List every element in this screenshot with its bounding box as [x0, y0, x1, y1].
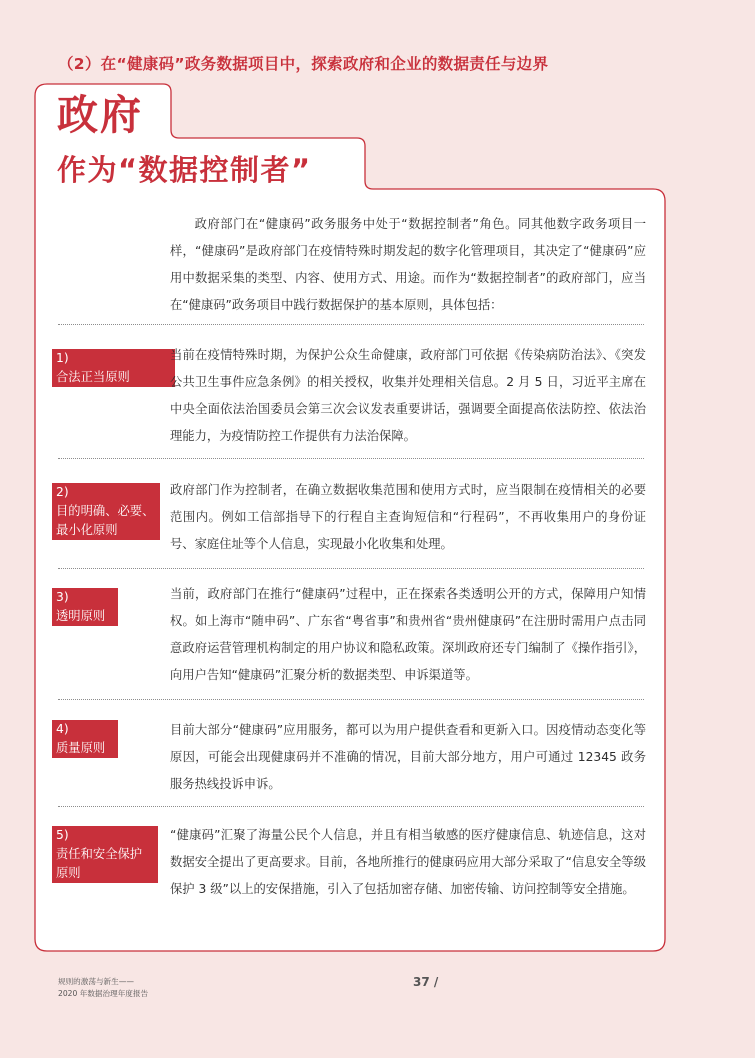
principle-number: 4)	[56, 722, 69, 736]
page-subtitle: 作为“数据控制者”	[57, 153, 312, 187]
page-title: 政府	[57, 91, 143, 139]
principle-number: 5)	[56, 828, 69, 842]
principle-text: 当前，政府部门在推行“健康码”过程中，正在探索各类透明公开的方式，保障用户知情权。如上海市“随申码”、广东省“粤省事”和贵州省“贵州健康码”在注册时需用户点击同意政府运营管理机构制定的用户协议和隐私政策。深圳政府还专门编制了《操作指引》，向用户告知“健康码”汇聚分析的数据类型、申诉渠道等。	[170, 587, 646, 682]
principle-text: “健康码”汇聚了海量公民个人信息，并且有相当敏感的医疗健康信息、轨迹信息，这对数据安全提出了更高要求。目前，各地所推行的健康码应用大部分采取了“信息安全等级保护 3 级”以上的安保措施，引入了包括加密存储、加密传输、访问控制等安全措施。	[170, 828, 646, 896]
divider	[58, 324, 644, 325]
divider	[58, 568, 644, 569]
page-number: 37 /	[413, 975, 439, 989]
principle-text: 政府部门作为控制者，在确立数据收集范围和使用方式时，应当限制在疫情相关的必要范围内。例如工信部指导下的行程自主查询短信和“行程码”，不再收集用户的身份证号、家庭住址等个人信息，实现最小化收集和处理。	[170, 483, 646, 551]
principle-number: 1)	[56, 351, 69, 365]
principle-title: 透明原则	[56, 609, 106, 623]
principle-label	[52, 720, 118, 758]
principle-title: 合法正当原则	[56, 370, 130, 384]
principle-title: 目的明确、必要、最小化原则	[56, 504, 155, 537]
principle-label	[52, 349, 175, 387]
principle-label	[52, 588, 118, 626]
divider	[58, 458, 644, 459]
footer-line: 2020 年数据治理年度报告	[58, 989, 149, 998]
principle-label	[52, 483, 160, 540]
principle-number: 3)	[56, 590, 69, 604]
divider	[58, 699, 644, 700]
principle-text: 当前在疫情特殊时期，为保护公众生命健康，政府部门可依据《传染病防治法》、《突发公共卫生事件应急条例》的相关授权，收集并处理相关信息。2 月 5 日，习近平主席在中央全面依法治国委员会第三次会议发表重要讲话，强调要全面提高依法防控、依法治理能力，为疫情防控工作提供有力法治保障。	[170, 348, 646, 443]
principle-title: 责任和安全保护原则	[56, 847, 143, 880]
section-heading: （2）在“健康码”政务数据项目中，探索政府和企业的数据责任与边界	[58, 55, 549, 73]
divider	[58, 806, 644, 807]
principle-text: 目前大部分“健康码”应用服务，都可以为用户提供查看和更新入口。因疫情动态变化等原因，可能会出现健康码并不准确的情况，目前大部分地方，用户可通过 12345 政务服务热线投诉申诉。	[170, 723, 646, 791]
principle-number: 2)	[56, 485, 69, 499]
footer-line: 规则的激荡与新生——	[58, 977, 134, 986]
footer-report-title	[58, 976, 148, 1000]
principle-label	[52, 826, 158, 883]
intro-paragraph: 政府部门在“健康码”政务服务中处于“数据控制者”角色。同其他数字政务项目一样，“健康码”是政府部门在疫情特殊时期发起的数字化管理项目，其决定了“健康码”应用中数据采集的类型、内容、使用方式、用途。而作为“数据控制者”的政府部门，应当在“健康码”政务项目中践行数据保护的基本原则，具体包括：	[170, 217, 646, 312]
principle-title: 质量原则	[56, 741, 106, 755]
